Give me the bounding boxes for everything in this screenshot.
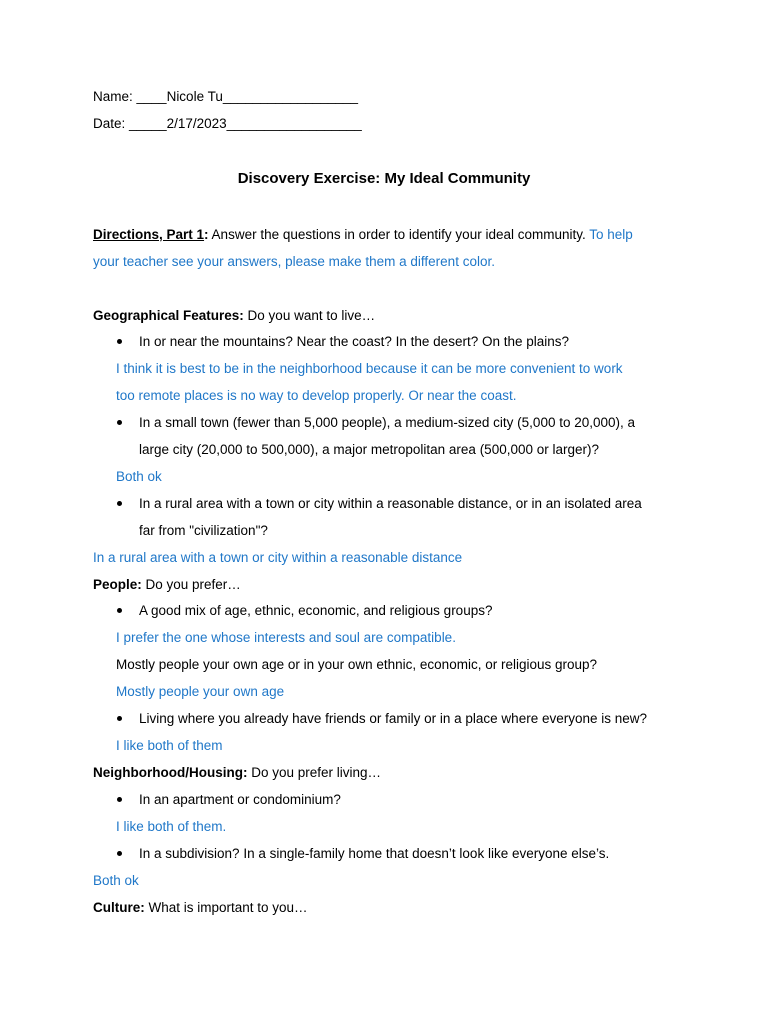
date-line <box>93 115 362 133</box>
geo-heading <box>93 307 375 325</box>
geo-prompt: Do you want to live… <box>243 308 376 323</box>
directions-blue-1: To help <box>585 227 633 242</box>
housing-heading <box>93 764 381 782</box>
bullet-icon <box>117 851 122 856</box>
bullet-icon <box>117 339 122 344</box>
bullet-icon <box>117 501 122 506</box>
geo-label: Geographical Features: <box>93 308 244 323</box>
housing-prompt: Do you prefer living… <box>247 765 382 780</box>
directions-text: Answer the questions in order to identify your ideal community. <box>208 227 586 242</box>
date-label: Date: <box>93 116 126 131</box>
culture-prompt: What is important to you… <box>144 900 308 915</box>
bullet-icon <box>117 608 122 613</box>
directions-colon: : <box>204 227 209 242</box>
people-q3: Living where you already have friends or family or in a place where everyone is new? <box>139 711 648 726</box>
people-a2: Mostly people your own age <box>116 684 285 699</box>
geo-a1-line-2: too remote places is no way to develop properly. Or near the coast. <box>116 388 517 403</box>
bullet-icon <box>117 420 122 425</box>
people-label: People: <box>93 577 142 592</box>
people-q1: A good mix of age, ethnic, economic, and religious groups? <box>139 603 493 618</box>
housing-label: Neighborhood/Housing: <box>93 765 248 780</box>
geo-q2-line-1: In a small town (fewer than 5,000 people), a medium-sized city (5,000 to 20,000), a <box>139 415 636 430</box>
people-a1: I prefer the one whose interests and soul are compatible. <box>116 630 456 645</box>
culture-heading <box>93 899 308 917</box>
geo-q2-line-2: large city (20,000 to 500,000), a major metropolitan area (500,000 or larger)? <box>139 442 600 457</box>
people-prompt: Do you prefer… <box>141 577 241 592</box>
bullet-icon <box>117 797 122 802</box>
geo-a2: Both ok <box>116 469 162 484</box>
directions-label: Directions, Part 1 <box>93 227 205 242</box>
geo-a1-line-1: I think it is best to be in the neighborhood because it can be more convenient to work <box>116 361 623 376</box>
housing-q2: In a subdivision? In a single-family home that doesn’t look like everyone else’s. <box>139 846 610 861</box>
name-value: ____Nicole Tu__________________ <box>136 89 358 104</box>
people-a3: I like both of them <box>116 738 223 753</box>
directions-blue-2: your teacher see your answers, please make them a different color. <box>93 254 495 269</box>
people-heading <box>93 576 241 594</box>
bullet-icon <box>117 716 122 721</box>
name-line <box>93 88 358 106</box>
geo-q1: In or near the mountains? Near the coast? In the desert? On the plains? <box>139 334 570 349</box>
culture-label: Culture: <box>93 900 145 915</box>
geo-a3: In a rural area with a town or city within a reasonable distance <box>93 550 463 565</box>
page-title: Discovery Exercise: My Ideal Community <box>237 170 531 187</box>
people-q2: Mostly people your own age or in your own ethnic, economic, or religious group? <box>116 657 598 672</box>
housing-q1: In an apartment or condominium? <box>139 792 341 807</box>
directions-line-1 <box>93 226 633 244</box>
housing-a1: I like both of them. <box>116 819 227 834</box>
geo-q3-line-2: far from "civilization"? <box>139 523 268 538</box>
date-value: _____2/17/2023__________________ <box>129 116 362 131</box>
geo-q3-line-1: In a rural area with a town or city within a reasonable distance, or in an isolated area <box>139 496 642 511</box>
name-label: Name: <box>93 89 133 104</box>
housing-a2: Both ok <box>93 873 139 888</box>
